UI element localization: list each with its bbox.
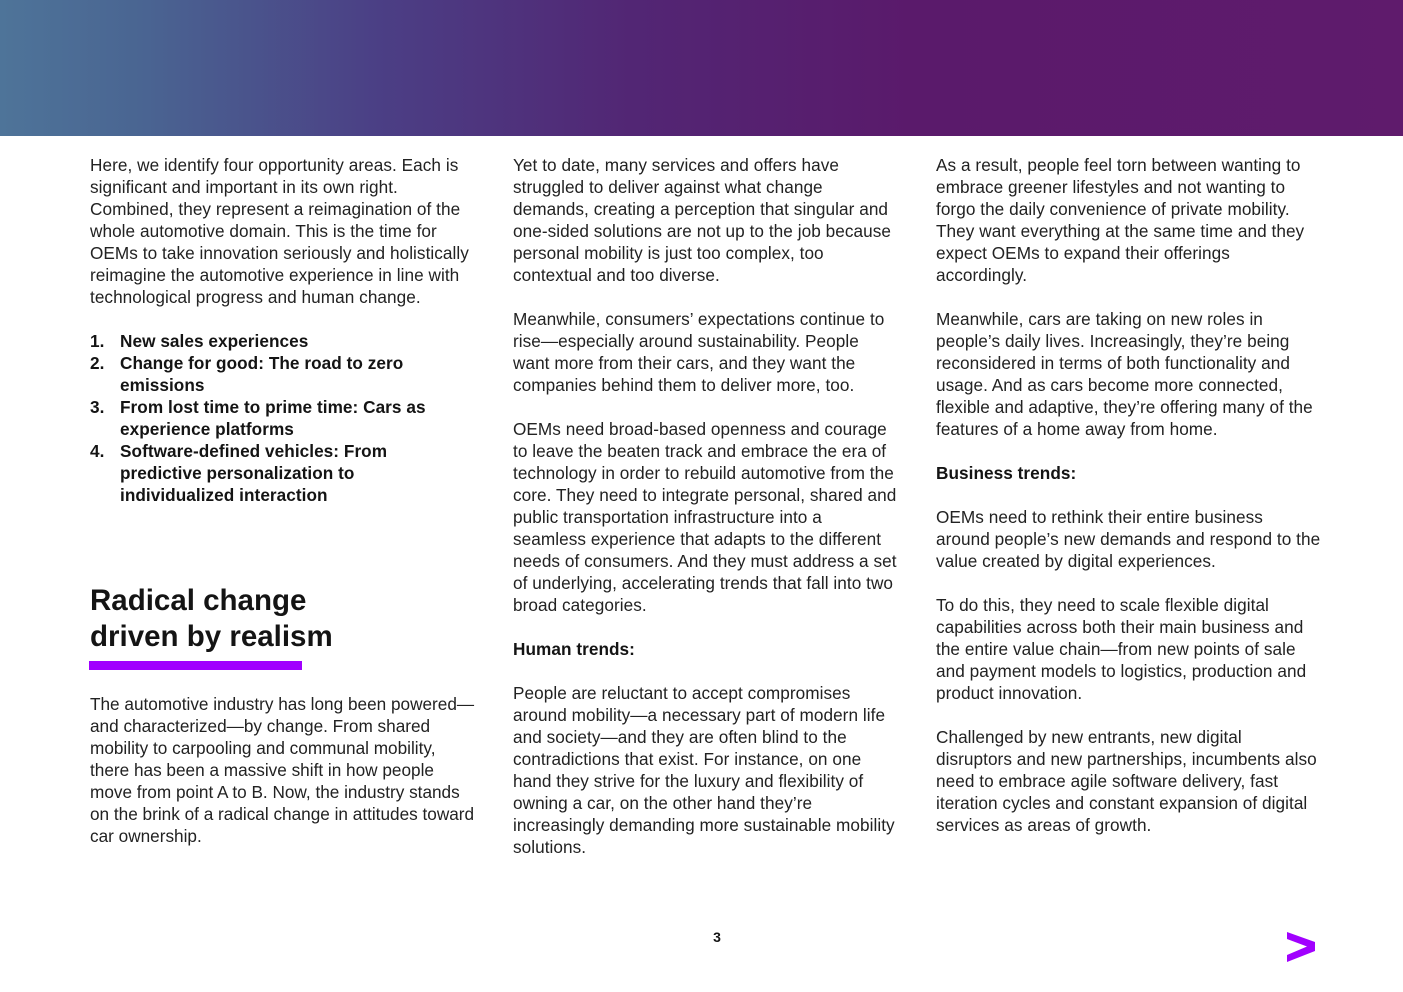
paragraph: As a result, people feel torn between wanting to embrace greener lifestyles and not wanting to forgo the daily convenience of private mobility. They want everything at the same time and they expect OEMs to expand their offerings accordingly. bbox=[936, 155, 1305, 285]
column-3 bbox=[936, 154, 1321, 858]
paragraph: Meanwhile, consumers’ expectations continue to rise—especially around sustainability. People want more from their cars, and they want the companies behind them to deliver more, too. bbox=[513, 309, 885, 395]
page-number: 3 bbox=[713, 929, 721, 945]
list-item-number: 4. bbox=[90, 441, 105, 461]
paragraph: Meanwhile, cars are taking on new roles in people’s daily lives. Increasingly, they’re being reconsidered in terms of both functionality and usage. And as cars become more connected, flexible and adaptive, they’re offering many of the features of a home away from home. bbox=[936, 309, 1313, 439]
column-2 bbox=[513, 154, 898, 880]
intro-paragraph: Here, we identify four opportunity areas. Each is significant and important in its own right. Combined, they represent a reimagination of the whole automotive domain. This is the time for OEMs to take innovation seriously and holistically reimagine the automotive experience in line with technological progress and human change. bbox=[90, 155, 469, 307]
paragraph: OEMs need broad-based openness and courage to leave the beaten track and embrace the era of technology in order to rebuild automotive from the core. They need to integrate personal, shared and public transportation infrastructure into a seamless experience that adapts to the different needs of consumers. And they must address a set of underlying, accelerating trends that fall into two broad categories. bbox=[513, 419, 897, 615]
paragraph: OEMs need to rethink their entire business around people’s new demands and respond to the value created by digital experiences. bbox=[936, 507, 1321, 571]
paragraph: Yet to date, many services and offers have struggled to deliver against what change demands, creating a perception that singular and one-sided solutions are not up to the job because personal mobility is just too complex, too contextual and too diverse. bbox=[513, 155, 891, 285]
opportunity-list bbox=[90, 330, 470, 506]
list-item-text: Software-defined vehicles: From predictive personalization to individualized interaction bbox=[120, 441, 388, 505]
section-title bbox=[90, 583, 470, 655]
list-item bbox=[90, 330, 470, 352]
section-title-line-2: driven by realism bbox=[90, 620, 333, 653]
list-item-text: New sales experiences bbox=[120, 331, 309, 351]
header-banner bbox=[0, 0, 1403, 136]
paragraph: People are reluctant to accept compromises around mobility—a necessary part of modern life and society—and they are often blind to the contradictions that exist. For instance, on one hand they strive for the luxury and flexibility of owning a car, on the other hand they’re increasingly demanding more sustainable mobility solutions. bbox=[513, 683, 895, 857]
list-item-number: 2. bbox=[90, 353, 105, 373]
human-trends-heading: Human trends: bbox=[513, 639, 635, 659]
list-item bbox=[90, 440, 470, 506]
greater-than-logo-icon bbox=[1285, 931, 1316, 963]
paragraph: Challenged by new entrants, new digital disruptors and new partnerships, incumbents also need to embrace agile software delivery, fast iteration cycles and constant expansion of digital services as areas of growth. bbox=[936, 727, 1317, 835]
list-item-text: Change for good: The road to zero emissions bbox=[120, 353, 404, 395]
list-item-text: From lost time to prime time: Cars as experience platforms bbox=[120, 397, 426, 439]
paragraph: To do this, they need to scale flexible digital capabilities across both their main business and the entire value chain—from new points of sale and payment models to logistics, production and product innovation. bbox=[936, 595, 1307, 703]
section-body-paragraph: The automotive industry has long been powered—and characterized—by change. From shared mobility to carpooling and communal mobility, there has been a massive shift in how people move from point A to B. Now, the industry stands on the brink of a radical change in attitudes toward car ownership. bbox=[90, 694, 475, 846]
section-title-line-1: Radical change bbox=[90, 584, 307, 617]
business-trends-heading: Business trends: bbox=[936, 463, 1077, 483]
column-1 bbox=[90, 154, 470, 506]
title-accent-bar bbox=[89, 661, 302, 670]
list-item-number: 1. bbox=[90, 331, 105, 351]
list-item bbox=[90, 396, 470, 440]
list-item-number: 3. bbox=[90, 397, 105, 417]
list-item bbox=[90, 352, 470, 396]
